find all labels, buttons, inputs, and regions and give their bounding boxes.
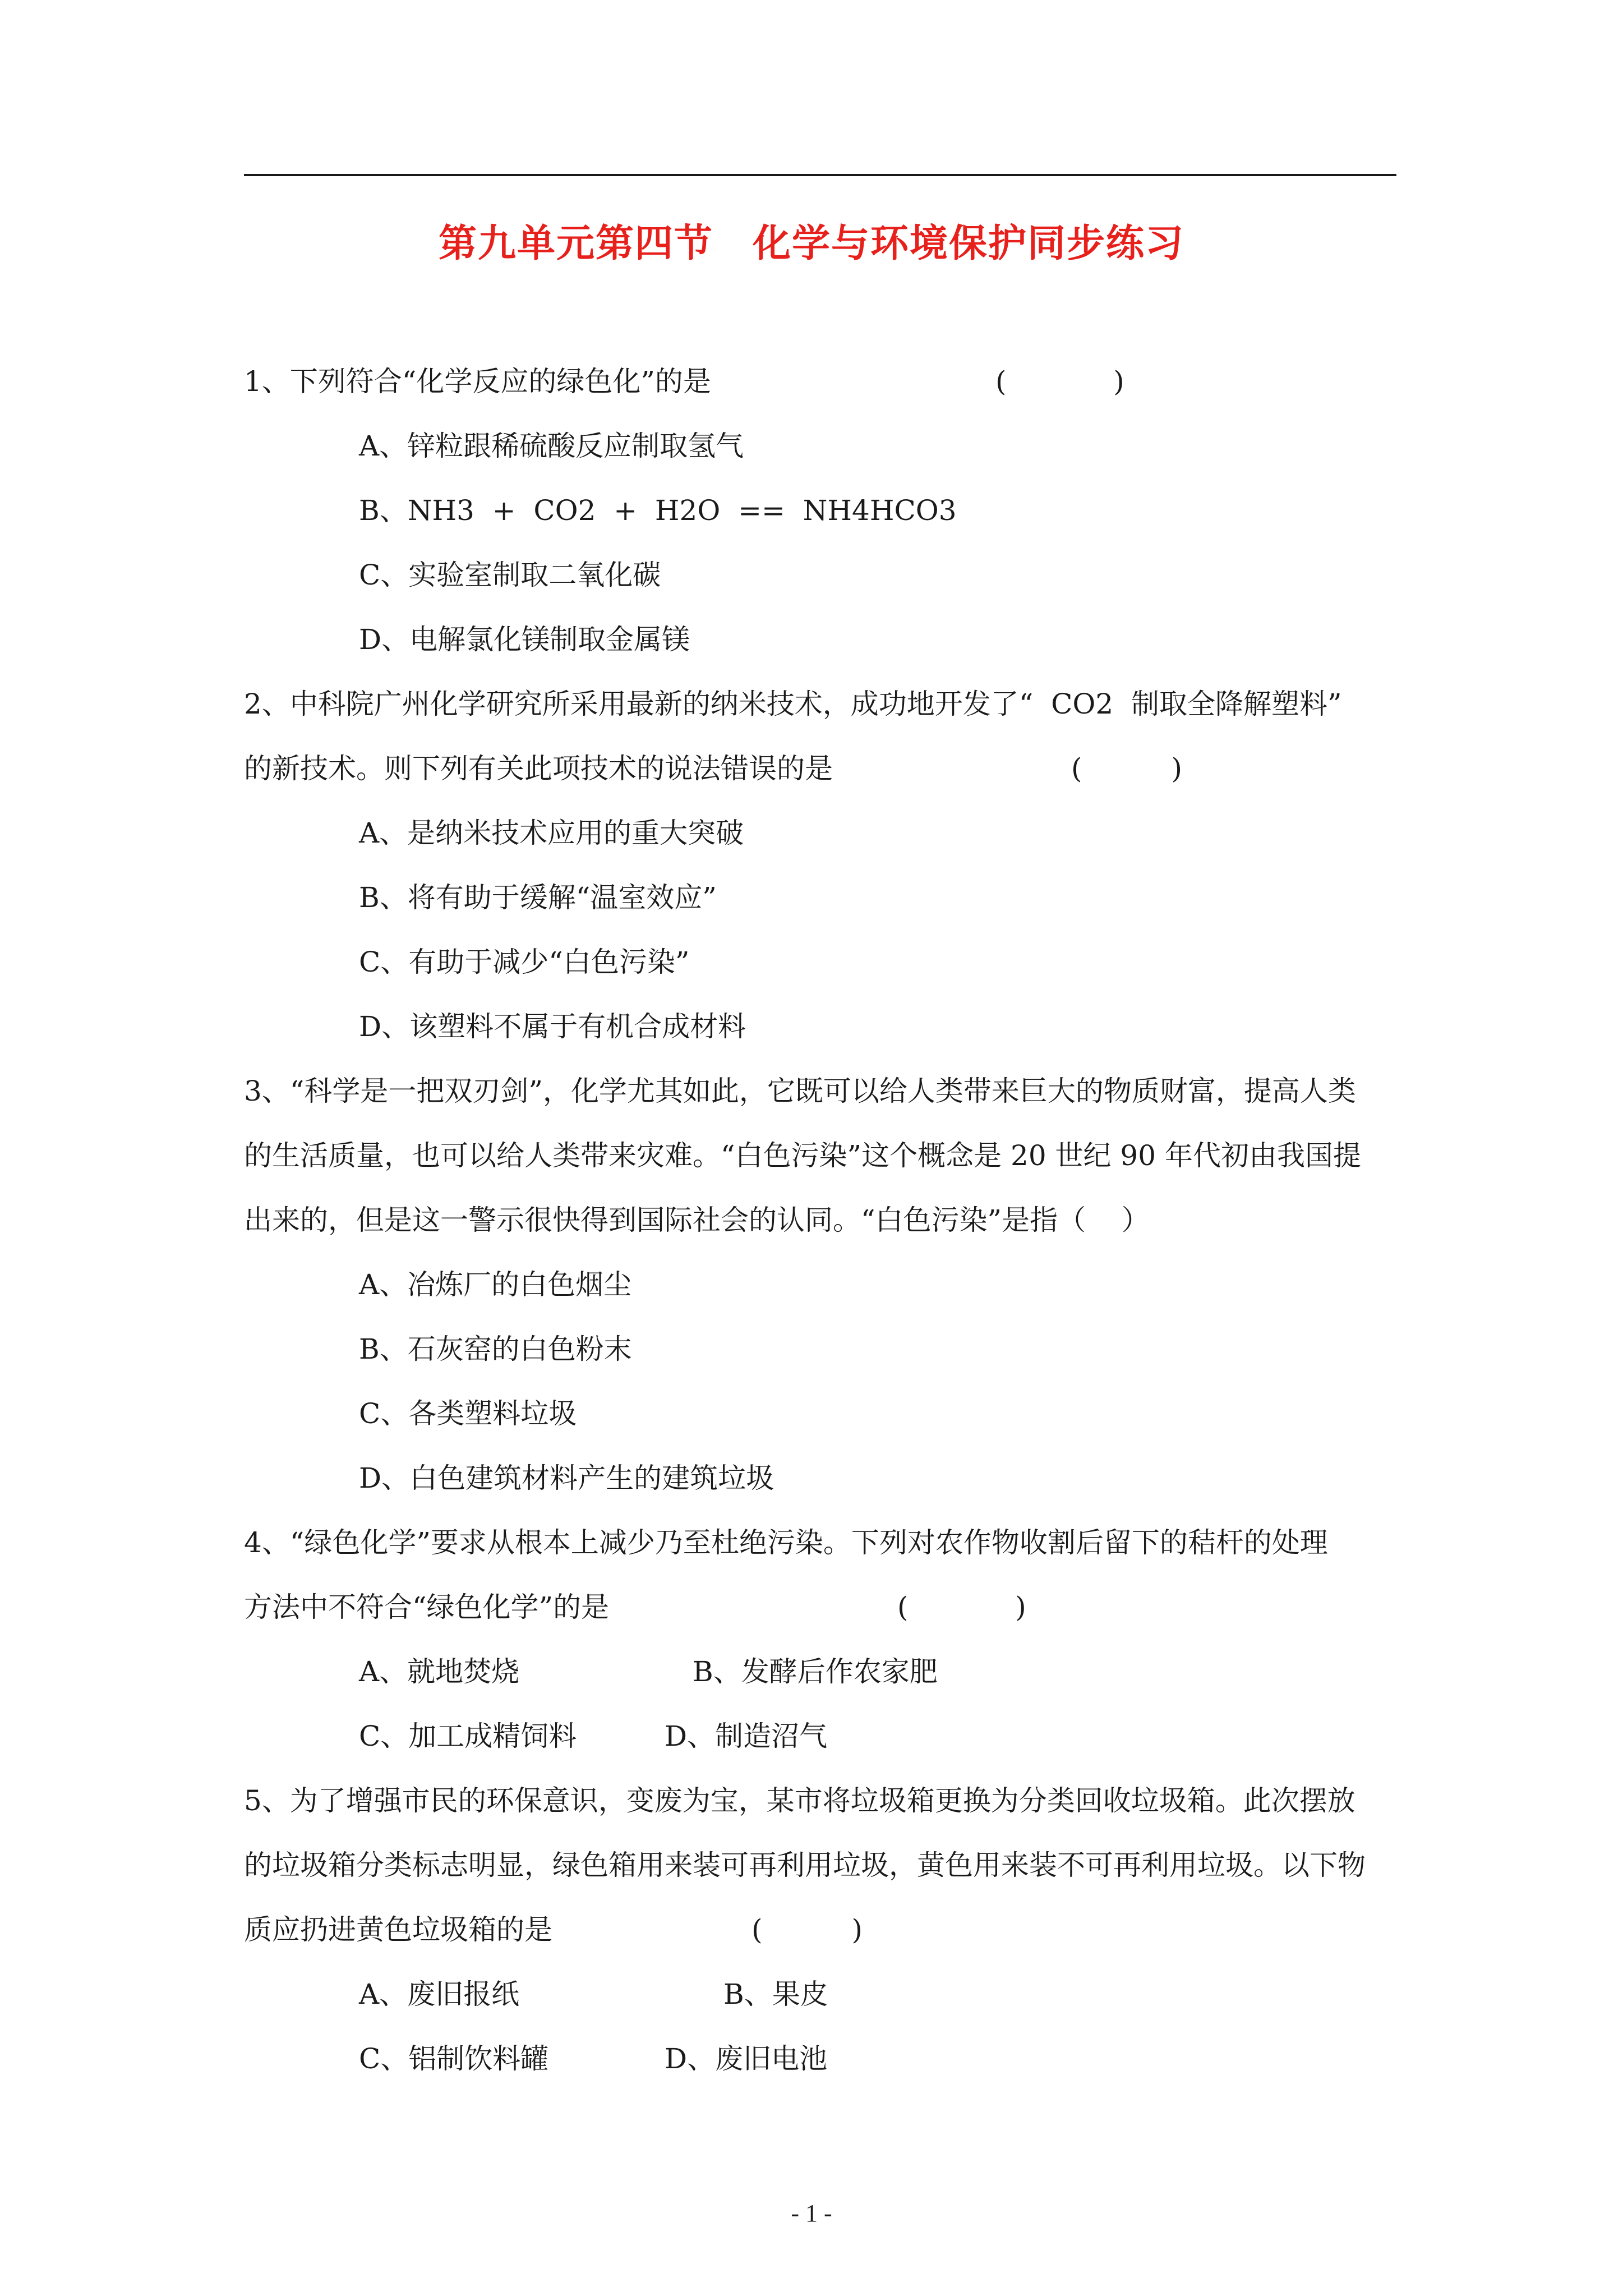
question-1-stem-line-1: 1、下列符合“化学反应的绿色化”的是 [244,365,711,398]
question-5-option-b: B、果皮 [723,1978,828,2010]
question-1-option-a: A、锌粒跟稀硫酸反应制取氢气 [359,430,744,462]
question-5-stem-line-3: 质应扔进黄色垃圾箱的是 [244,1913,552,1946]
question-3-option-d: D、白色建筑材料产生的建筑垃圾 [359,1462,774,1494]
question-1-option-c: C、实验室制取二氧化碳 [359,559,661,591]
question-3-stem-line-1: 3、“科学是一把双刃剑”，化学尤其如此，它既可以给人类带来巨大的物质财富，提高人类 [244,1075,1356,1107]
question-1-answer-bracket: ( ) [995,365,1124,398]
header-rule [244,174,1396,176]
question-5-stem-line-2: 的垃圾箱分类标志明显，绿色箱用来装可再利用垃圾，黄色用来装不可再利用垃圾。以下物 [244,1849,1366,1881]
question-5-answer-bracket: ( ) [751,1913,863,1946]
question-4-option-d: D、制造沼气 [665,1720,828,1752]
question-2-option-d: D、该塑料不属于有机合成材料 [359,1010,746,1043]
question-4-stem-line-1: 4、“绿色化学”要求从根本上减少乃至杜绝污染。下列对农作物收割后留下的秸杆的处理 [244,1526,1328,1559]
question-5-option-d: D、废旧电池 [665,2042,828,2075]
question-1-option-b: B、NH3 + CO2 + H2O == NH4HCO3 [359,494,957,527]
question-1-option-d: D、电解氯化镁制取金属镁 [359,623,690,656]
question-3-option-c: C、各类塑料垃圾 [359,1397,577,1430]
question-2-option-c: C、有助于减少“白色污染” [359,946,690,978]
page-number: - 1 - [791,2200,832,2227]
question-2-option-b: B、将有助于缓解“温室效应” [359,881,717,914]
page-title: 第九单元第四节 化学与环境保护同步练习 [438,222,1184,266]
question-4-option-b: B、发酵后作农家肥 [693,1655,938,1688]
question-3-option-b: B、石灰窑的白色粉末 [359,1333,632,1365]
question-5-option-a: A、废旧报纸 [359,1978,520,2010]
question-4-answer-bracket: ( ) [897,1591,1026,1623]
question-2-stem-line-2: 的新技术。则下列有关此项技术的说法错误的是 [244,752,833,785]
question-5-stem-line-1: 5、为了增强市民的环保意识，变废为宝，某市将垃圾箱更换为分类回收垃圾箱。此次摆放 [244,1784,1355,1817]
question-3-stem-line-3: 出来的，但是这一警示很快得到国际社会的认同。“白色污染”是指（ ） [244,1204,1150,1236]
question-4-stem-line-2: 方法中不符合“绿色化学”的是 [244,1591,610,1623]
question-2-answer-bracket: ( ) [1071,752,1182,785]
question-4-option-a: A、就地焚烧 [359,1655,520,1688]
question-2-stem-line-1: 2、中科院广州化学研究所采用最新的纳米技术，成功地开发了“ CO2 制取全降解塑料” [244,688,1342,720]
question-5-option-c: C、铝制饮料罐 [359,2042,549,2075]
question-3-stem-line-2: 的生活质量，也可以给人类带来灾难。“白色污染”这个概念是 20 世纪 90 年代初由我国提 [244,1139,1361,1172]
question-4-option-c: C、加工成精饲料 [359,1720,577,1752]
question-2-option-a: A、是纳米技术应用的重大突破 [359,817,744,849]
question-3-option-a: A、冶炼厂的白色烟尘 [359,1268,632,1301]
